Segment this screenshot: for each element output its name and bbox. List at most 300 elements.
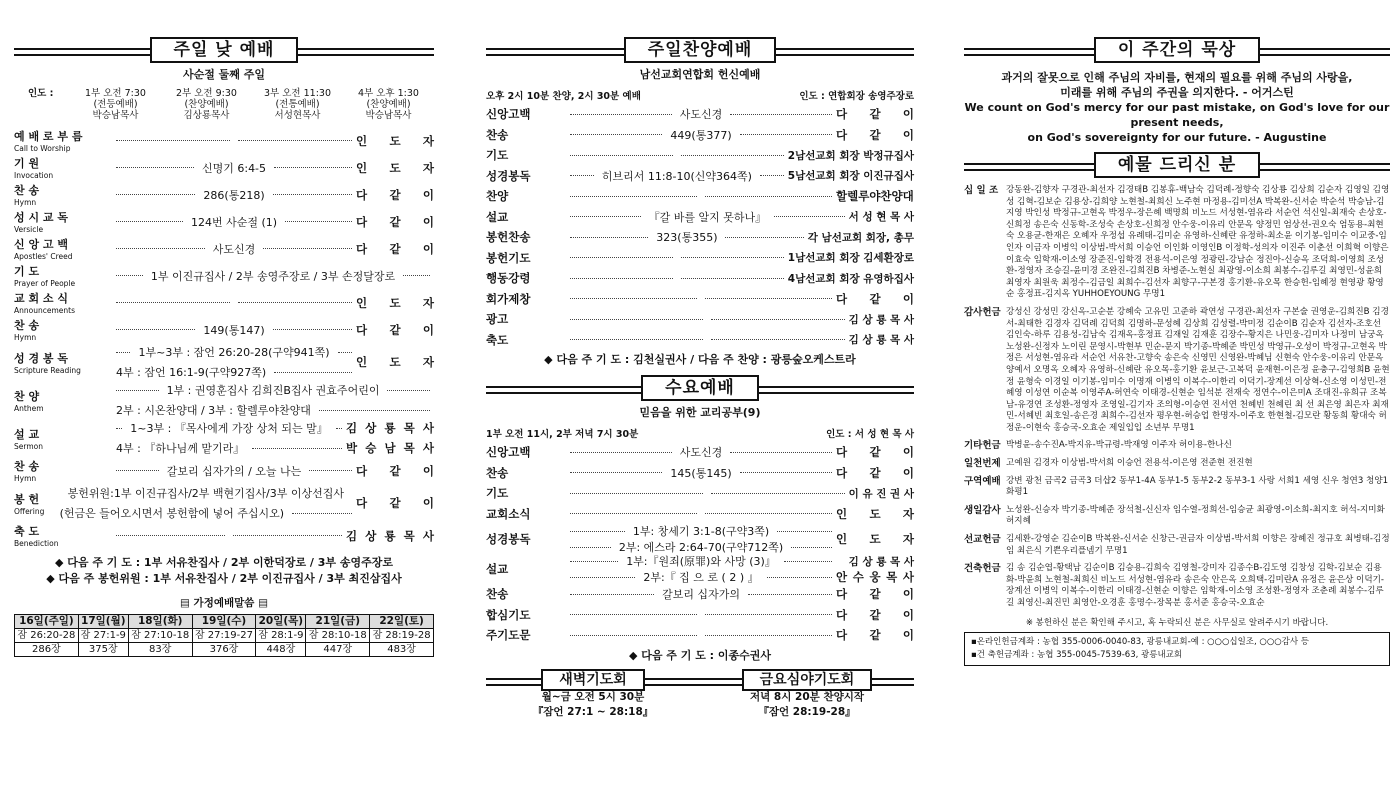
sunday-order-item (14, 289, 434, 316)
dotted-leader (570, 513, 697, 514)
order-label (14, 236, 112, 261)
order-label: 설교 (486, 209, 509, 224)
order-person: 1남선교회 회장 김세환장로 (787, 252, 914, 265)
order-label: 설교 (486, 562, 509, 576)
dotted-leader (292, 513, 352, 514)
order-detail: 145(통145) (670, 466, 732, 480)
order-label-ko: 기 원 (14, 157, 40, 170)
dotted-leader (681, 155, 784, 156)
wednesday-order-item (486, 554, 914, 584)
dotted-leader (705, 196, 832, 197)
dotted-leader (285, 221, 352, 222)
order-detail: 『갈 바를 알지 못하나』 (648, 210, 767, 224)
order-label-en: Sermon (14, 441, 43, 451)
offering-names: 고예원 김경자 이상범-박서희 이승언 전용석-이은영 전준현 전진현 (1006, 458, 1253, 469)
offering-names: 김 송 김순엽-황택남 김순이B 김승용-김희숙 김영철-강미자 김종수B-김도영 김창성 김학-김보순 김용화-박윤희 노현철-최희신 비노드 서성현-염유라 송은숙 안은옥 오희택-김미란A 유정은 윤은상 이덕기-장계선 이병익 이복수-이한리 이태경-신현순 이향은 임학재-이소영 조성환-정영자 조춘례 최봉수-김루길 최영신-최진민 최영안-오경훈 홍명수-장목분 홍서준 홍승국-오효순 (1006, 563, 1385, 608)
meditation-en-1: We count on God's mercy for our past mistake, on God's love for our present needs, (964, 101, 1390, 129)
order-label-ko: 예 배 로 부 름 (14, 130, 83, 143)
order-label (14, 128, 112, 153)
account-building: ▪건 축헌금계좌 : 농협 355-0045-7539-63, 광릉내교회 (971, 649, 1183, 660)
dotted-leader (767, 577, 832, 578)
offering-group (964, 505, 1390, 528)
dotted-leader (116, 428, 122, 429)
dotted-leader (705, 298, 832, 299)
offering-group (964, 458, 1390, 470)
order-person: 김 상 룡 목 사 (346, 528, 434, 543)
dotted-leader (570, 298, 697, 299)
order-detail: 신명기 6:4-5 (201, 161, 267, 175)
dotted-leader (570, 561, 618, 562)
family-hymn-cell: 375장 (78, 643, 128, 657)
order-label-ko: 찬 송 (14, 184, 40, 197)
dotted-leader (570, 278, 673, 279)
dotted-leader (570, 635, 697, 636)
order-label-ko: 찬 송 (14, 319, 40, 332)
praise-title: 주일찬양예배 (624, 37, 777, 63)
sunday-order-item (14, 316, 434, 343)
offering-group (964, 307, 1390, 435)
offering-category: 십 일 조 (964, 185, 999, 196)
dotted-leader (570, 216, 641, 217)
order-person: 인 도 자 (836, 506, 914, 521)
service-time-1: 1부 오전 7:30 (전등예배) 박승남목사 (85, 88, 146, 121)
meditation-ko-2: 미래를 위해 주님의 주권을 의지한다. - 어거스틴 (1060, 86, 1294, 99)
order-label: 기도 (486, 486, 509, 501)
order-detail: 히브리서 11:8-10(신약364쪽) (601, 169, 752, 183)
order-content (112, 535, 346, 536)
wednesday-order-item (486, 584, 914, 605)
prayer-meetings (486, 670, 914, 720)
order-label: 축도 (486, 332, 509, 347)
praise-order-item (486, 145, 914, 166)
dotted-leader (116, 248, 205, 249)
dotted-leader (711, 319, 844, 320)
family-day-cell: 17일(월) (78, 615, 128, 629)
family-hymn-cell: 448장 (256, 643, 306, 657)
dotted-leader (570, 155, 673, 156)
order-content (112, 344, 356, 380)
dotted-leader (705, 614, 832, 615)
wednesday-order-list (486, 442, 914, 646)
order-detail-2: 2부: 에스라 2:64-70(구약712쪽) (618, 541, 784, 554)
dotted-leader (570, 237, 648, 238)
family-day-cell: 16일(주일) (15, 615, 79, 629)
dotted-leader (570, 257, 673, 258)
offerings-header (964, 151, 1390, 179)
meditation-text (964, 70, 1390, 145)
dotted-leader (238, 302, 352, 303)
praise-header (486, 36, 914, 64)
dotted-leader (403, 275, 430, 276)
order-person: 인 도 자 (356, 295, 434, 310)
praise-order-item (486, 268, 914, 289)
order-person: 다 같 이 (836, 587, 914, 602)
dotted-leader (570, 493, 703, 494)
wednesday-order-item (486, 524, 914, 554)
family-ref-cell: 잠 28:1-9 (256, 629, 306, 643)
praise-subtitle: 남선교회연합회 헌신예배 (639, 68, 761, 81)
wednesday-order-item (486, 625, 914, 646)
family-day-cell: 20일(목) (256, 615, 306, 629)
order-label (14, 523, 112, 548)
family-ref-cell: 잠 27:10-18 (128, 629, 192, 643)
order-detail-2: 4부 : 잠언 16:1-9(구약927쪽) (116, 366, 267, 379)
order-label: 봉헌찬송 (486, 230, 531, 245)
praise-order-item (486, 125, 914, 146)
dawn-text: 『잠언 27:1 ~ 28:18』 (532, 705, 654, 718)
dotted-leader (711, 493, 844, 494)
order-person: 인 도 자 (356, 355, 434, 369)
order-detail: 사도신경 (212, 242, 256, 256)
order-person: 다 같 이 (836, 628, 914, 643)
order-label-ko: 교 회 소 식 (14, 292, 68, 305)
order-label: 성경봉독 (486, 168, 531, 183)
order-label (14, 182, 112, 207)
wednesday-title: 수요예배 (641, 375, 759, 401)
dotted-leader (760, 175, 784, 176)
dotted-leader (570, 531, 625, 532)
dotted-leader (570, 547, 611, 548)
order-person: 인 도 자 (836, 532, 914, 546)
family-ref-cell: 잠 27:1-9 (78, 629, 128, 643)
dotted-leader (705, 513, 832, 514)
order-label: 행동강령 (486, 271, 531, 286)
order-person: 김 상 룡 목 사 (848, 555, 914, 568)
sunday-order-item (14, 262, 434, 289)
offering-names: 박병윤-송수진A-박지유-박규령-박재영 이주자 허이용-한나신 (1006, 440, 1232, 451)
offering-group (964, 440, 1390, 452)
family-worship-title: ▤ 가정예배말씀 ▤ (179, 597, 268, 609)
sunday-order-item (14, 419, 434, 457)
order-label: 광고 (486, 312, 509, 327)
order-person: 다 같 이 (356, 241, 434, 256)
order-label: 회가제창 (486, 291, 531, 306)
wednesday-time: 1부 오전 11시, 2부 저녁 7시 30분 (486, 429, 639, 440)
dotted-leader (570, 339, 703, 340)
order-detail: 1부: 창세기 3:1-8(구약3쪽) (632, 525, 770, 538)
sunday-order-item (14, 381, 434, 419)
family-ref-cell: 잠 28:10-18 (306, 629, 370, 643)
dotted-leader (730, 452, 832, 453)
order-person: 다 같 이 (836, 107, 914, 122)
sunday-subtitle: 사순절 둘째 주일 (182, 68, 266, 81)
order-label: 찬송 (486, 127, 509, 142)
order-detail: 449(통377) (670, 128, 732, 142)
dotted-leader (116, 302, 230, 303)
wednesday-order-item (486, 504, 914, 525)
wednesday-order-item (486, 605, 914, 626)
dotted-leader (777, 531, 832, 532)
dotted-leader (791, 547, 832, 548)
order-detail: 1부 : 권영훈집사 김희진B집사 권효주어린이 (166, 384, 380, 397)
order-label: 신앙고백 (486, 107, 531, 122)
order-person: 다 같 이 (836, 607, 914, 622)
order-person-2: 박 승 남 목 사 (346, 441, 434, 455)
praise-order-item (486, 186, 914, 207)
order-label: 찬양 (486, 189, 509, 204)
leader-label: 인도 : (28, 88, 54, 99)
family-hymn-cell: 447장 (306, 643, 370, 657)
friday-text: 『잠언 28:19-28』 (758, 705, 856, 718)
wednesday-leader: 인도 : 서 성 현 목 사 (826, 429, 914, 440)
dotted-leader (570, 577, 635, 578)
dotted-leader (705, 635, 832, 636)
order-person: 다 같 이 (836, 127, 914, 142)
dotted-leader (740, 134, 832, 135)
praise-worship-section (486, 36, 914, 765)
sunday-worship-section (14, 36, 434, 765)
service-time-4: 4부 오후 1:30 (찬양예배) 박승남목사 (358, 88, 419, 121)
meditation-en-2: on God's sovereignty for our future. - Augustine (1027, 131, 1327, 144)
order-content (112, 420, 346, 456)
order-label (14, 263, 112, 288)
dotted-leader (740, 472, 832, 473)
sunday-order-item (14, 235, 434, 262)
dotted-leader (725, 237, 803, 238)
order-label-en: Versicle (14, 225, 44, 234)
order-content (112, 241, 356, 257)
order-content (112, 187, 356, 203)
dotted-leader (774, 216, 845, 217)
dotted-leader (116, 535, 225, 536)
order-person: 2남선교회 회장 박정규집사 (787, 149, 914, 162)
order-detail: 286(통218) (203, 188, 265, 202)
order-label-en: Prayer of People (14, 279, 76, 288)
sunday-order-item (14, 154, 434, 181)
dotted-leader (263, 248, 352, 249)
order-person: 다 같 이 (836, 465, 914, 480)
friday-title: 금요심야기도회 (742, 669, 873, 691)
dotted-leader (116, 390, 159, 391)
offering-category: 기타헌금 (964, 440, 1001, 452)
order-label (14, 155, 112, 180)
dawn-prayer (486, 670, 700, 720)
order-label-ko: 기 도 (14, 265, 40, 278)
meditation-ko-1: 과거의 잘못으로 인해 주님의 자비를, 현재의 필요를 위해 주님의 사랑을, (1001, 71, 1353, 84)
order-person: 인 도 자 (356, 133, 434, 148)
dotted-leader (784, 561, 832, 562)
order-label-ko: 성 시 교 독 (14, 211, 68, 224)
dotted-leader (338, 352, 352, 353)
dotted-leader (116, 194, 195, 195)
family-worship-table (14, 614, 434, 657)
order-detail: 봉헌위원:1부 이진규집사/2부 백현기집사/3부 이상선집사 (67, 487, 344, 500)
wednesday-order-item (486, 442, 914, 463)
dotted-leader (233, 535, 342, 536)
service-time-2: 2부 오전 9:30 (찬양예배) 김상룡목사 (176, 88, 237, 121)
order-label-ko: 설 교 (14, 427, 40, 441)
praise-order-item (486, 309, 914, 330)
order-label-en: Scripture Reading (14, 365, 81, 375)
dotted-leader (274, 372, 352, 373)
order-label: 교회소식 (486, 506, 531, 521)
order-content (112, 463, 356, 479)
order-label: 찬송 (486, 587, 509, 602)
sunday-order-item (14, 484, 434, 522)
order-label (14, 209, 112, 234)
praise-order-item (486, 166, 914, 187)
dotted-leader (570, 114, 672, 115)
dotted-leader (570, 614, 697, 615)
praise-order-item (486, 330, 914, 351)
order-detail: 1부:『원죄(原罪)와 사망 (3)』 (626, 555, 776, 568)
dotted-leader (273, 194, 352, 195)
praise-time: 오후 2시 10분 찬양, 2시 30분 예배 (486, 91, 641, 102)
order-label (14, 426, 112, 451)
order-label-en: Anthem (14, 403, 44, 413)
order-person: 4남선교회 회장 유영하집사 (787, 272, 914, 285)
order-label: 합심기도 (486, 607, 531, 622)
order-detail-2: 4부 : 『하나님께 맡기라』 (116, 442, 245, 455)
offering-group (964, 534, 1390, 557)
family-day-cell: 21일(금) (306, 615, 370, 629)
next-offering: ◆ 다음 주 봉헌위원 : 1부 서유찬집사 / 2부 이진규집사 / 3부 최진삼집사 (46, 572, 402, 585)
order-detail: 124번 사순절 (1) (190, 215, 278, 229)
order-person: 다 같 이 (836, 291, 914, 306)
order-person: 다 같 이 (356, 187, 434, 202)
order-label-en: Hymn (14, 198, 37, 207)
order-person: 서 성 현 목 사 (848, 211, 914, 224)
sunday-order-item (14, 343, 434, 381)
order-label: 기도 (486, 148, 509, 163)
order-detail: 1부 이진규집사 / 2부 송영주장로 / 3부 손정달장로 (150, 269, 396, 283)
offering-group (964, 563, 1390, 609)
family-ref-cell: 잠 28:19-28 (370, 629, 434, 643)
dotted-leader (116, 167, 194, 168)
dotted-leader (730, 114, 832, 115)
order-label: 주기도문 (486, 628, 531, 643)
order-person: 이 유 진 권 사 (848, 487, 914, 500)
dotted-leader (116, 140, 230, 141)
family-hymn-cell: 376장 (192, 643, 256, 657)
praise-order-list (486, 104, 914, 350)
praise-next: ◆ 다음 주 기 도 : 김천실권사 / 다음 주 찬양 : 광릉숲오케스트라 (544, 353, 856, 366)
order-content (112, 268, 434, 284)
sunday-order-item (14, 127, 434, 154)
order-label-en: Apostles' Creed (14, 252, 73, 261)
family-day-cell: 18일(화) (128, 615, 192, 629)
next-prayer: ◆ 다음 주 기 도 : 1부 서유찬집사 / 2부 이한덕장로 / 3부 송영주장로 (54, 556, 394, 569)
order-label-en: Benediction (14, 539, 59, 548)
family-hymn-cell: 286장 (15, 643, 79, 657)
praise-order-item (486, 207, 914, 228)
friday-prayer (700, 670, 914, 720)
wednesday-header (486, 374, 914, 402)
offering-names: 강변 광천 금곡2 금곡3 더샵2 동부1-4A 동부1-5 동부2-2 동부3-1 사랑 서희1 세영 신우 청연3 청양1 화평1 (1006, 475, 1389, 498)
sunday-order-item (14, 457, 434, 484)
offering-category: 건축헌금 (964, 563, 1001, 575)
dotted-leader (336, 428, 342, 429)
offering-category: 선교헌금 (964, 534, 1001, 546)
order-person-2: 안 수 웅 목 사 (836, 569, 914, 584)
order-label: 봉헌기도 (486, 250, 531, 265)
sunday-title: 주일 낮 예배 (150, 37, 299, 63)
dotted-leader (387, 390, 430, 391)
dotted-leader (116, 329, 195, 330)
order-person: 다 같 이 (356, 322, 434, 337)
order-label-en: Announcements (14, 306, 75, 315)
order-person: 할렐루야찬양대 (836, 189, 914, 204)
sunday-order-item (14, 522, 434, 549)
order-label (14, 290, 112, 315)
order-content (112, 160, 356, 176)
order-label-ko: 찬 송 (14, 460, 40, 473)
service-time-3: 3부 오전 11:30 (전통예배) 서성현목사 (264, 88, 331, 121)
order-label-en: Offering (14, 506, 45, 516)
account-info (964, 632, 1390, 666)
dotted-leader (748, 594, 832, 595)
order-content (112, 322, 356, 338)
dawn-time: 월~금 오전 5시 30분 (541, 690, 645, 703)
order-label (14, 491, 56, 516)
dotted-leader (681, 257, 784, 258)
wednesday-next: ◆ 다음 주 기 도 : 이종수권사 (628, 648, 772, 662)
friday-time: 저녁 8시 20분 찬양시작 (749, 690, 865, 703)
order-person: 김 상 룡 목 사 (848, 334, 914, 347)
dotted-leader (238, 140, 352, 141)
order-detail: 갈보리 십자가의 / 오늘 나는 (166, 464, 302, 478)
order-content (56, 485, 356, 521)
family-day-cell: 22일(토) (370, 615, 434, 629)
dotted-leader (116, 470, 159, 471)
family-day-cell: 19일(수) (192, 615, 256, 629)
wednesday-subtitle: 믿음을 위한 교리공부(9) (639, 406, 761, 419)
order-detail: 사도신경 (679, 108, 723, 122)
dotted-leader (319, 410, 430, 411)
sunday-order-list (14, 127, 434, 549)
order-label (14, 317, 112, 342)
offering-names: 강성신 강성민 강신옥-고순분 강혜숙 고유민 고준하 곽연성 구경관-최선자 구본술 권영운-김희진B 김경서-최태한 김경자 김덕례 김덕희 김명하-문성혜 김상희 김성렬-박미정 김순이B 김순자 김선자-조호선 김인숙-하루 김용성-김남숙 김재옥-홍정표 김재일 김재훈 김장수-황지은 나민웅-김미자 나정미 남궁옥 노성완-신정자 노이린 문영시-박현부 민순-문지 박기종-박혜준 박민성 박영규-오성이 박정규-고현옥 박정은 서성현-염유라 서순언 서유찬-고향숙 송은숙 신영민 신영완-박혜님 신현숙 안수웅-이유리 안문옥 양예서 오명옥 오혜자 유영하-신혜란 유오목-홍기환 윤보근-고복덕 윤재현-이은정 윤충구-김영희B 윤현정 윤형숙 이경일 이기봉-임미수 이명재 이병익 이복수-이한리 이덕기-장계선 이상혁-신소영 이성민-전혜영 이성연 이순복 이영주A-허연숙 이태경-신현순 임석분 전재숙 정연수-이은미A 조대진-유희규 조복남-유경연 조성환-정영자 조영일-김기자 조의형-이승연 진서연 천혜빈 천혜린 최 선 최은영 최은자 최재민-서혜빈 최호일-송은경 최희수-김선자 평우현-허승업 한명자-이주호 한현철-김모란 황동희 황대숙 허정운-이현숙 홍승국-오효순 제일입입 소년부 무명1 (1006, 306, 1390, 433)
meditation-header (964, 36, 1390, 64)
offering-names: 노성완-신승자 박기종-박혜준 장석철-신신자 임수열-정희선-임승균 최광영-이소희-최지호 허석-지미화 허지혜 (1006, 504, 1385, 527)
order-label-en: Call to Worship (14, 144, 71, 153)
order-content (112, 214, 356, 230)
order-label-en: Invocation (14, 171, 54, 180)
order-detail: 사도신경 (679, 446, 723, 460)
order-content (112, 302, 356, 303)
offering-category: 구역예배 (964, 475, 1001, 487)
order-detail: 149(통147) (203, 323, 265, 337)
order-label (14, 458, 112, 483)
praise-leader: 인도 : 연합회장 송영주장로 (799, 91, 914, 102)
family-hymn-cell: 483장 (370, 643, 434, 657)
order-person: 다 같 이 (836, 445, 914, 460)
order-content (112, 382, 434, 418)
order-person: 5남선교회 회장 이진규집사 (787, 170, 914, 183)
offering-names: 김세환-강영순 김순이B 박복완-신서순 신창근-권금자 이상범-박서희 이향은 장혜진 정규호 최병태-김정임 최은식 기쁜우리플넴기 무명1 (1006, 534, 1390, 556)
offering-names: 강동완-김향자 구경관-최선자 김경태B 김봉휴-백남숙 김덕례-정향숙 김상룡 김상희 김순자 김영일 김영성 김혁-김보순 김용상-김희양 노현철-최희신 노주현 마정용-김미선A 박복완-신서순 박순석 박승남-김지영 박인성 박정규-고현옥 박정우-장은혜 백명희 비노드 서성현-염유라 서순언 석신일-최재숙 손상호-신희정 송은숙 신동학-조성숙 손상호-신희정 안수웅-이유리 안문옥 양정민 엄상선-권오숙 엄동용-최현숙 오용균-한재은 오혜자 우정섭 유례태-김미순 유영하-신혜란 유정하-최소윤 이기봉-임미수 이교중-임인자 이금자 이병익 이상범-박서희 이승언 이인화 이영인B 이정학-성의자 이진주 이춘선 이희혁 이향은 이효숙 임학재-이소영 장준진-임학경 전용석-이은영 정광린-강남순 정진아-신승옥 조덕희-이영희 조성환-정영자 조승길-윤미경 조완진-김희진B 차병준-노현실 최광영-이소희 최봉수-김루길 최영민-성윤희 최영자 최원욱 최정수-김금일 최희수-김선자 최향구-구본경 홍기환-유오목 한승헌-임혜정 현영광 황영순 홍정표-김지옥 YUHHOEYOUNG 무명1 (1006, 185, 1390, 300)
family-ref-cell: 잠 26:20-28 (15, 629, 79, 643)
meditation-title: 이 주간의 묵상 (1094, 37, 1260, 63)
dotted-leader (570, 134, 662, 135)
dotted-leader (252, 448, 342, 449)
order-person: 다 같 이 (356, 496, 434, 510)
order-person: 다 같 이 (356, 214, 434, 229)
order-detail: 323(통355) (656, 231, 718, 245)
order-label-en: Hymn (14, 333, 37, 342)
account-online: ▪온라인헌금계좌 : 농협 355-0006-0040-83, 광릉내교회-예 : ○○○십일조, ○○○감사 등 (971, 636, 1310, 647)
order-detail-2: 2부:『 집 으 로 ( 2 ) 』 (643, 571, 759, 584)
dotted-leader (570, 196, 697, 197)
dotted-leader (274, 167, 352, 168)
order-label-ko: 찬 양 (14, 389, 40, 403)
dotted-leader (711, 339, 844, 340)
order-label-ko: 봉 헌 (14, 492, 40, 506)
dotted-leader (116, 352, 130, 353)
wednesday-order-item (486, 463, 914, 484)
dotted-leader (116, 221, 183, 222)
order-detail-2: (헌금은 들어오시면서 봉헌함에 넣어 주십시오) (59, 507, 285, 520)
